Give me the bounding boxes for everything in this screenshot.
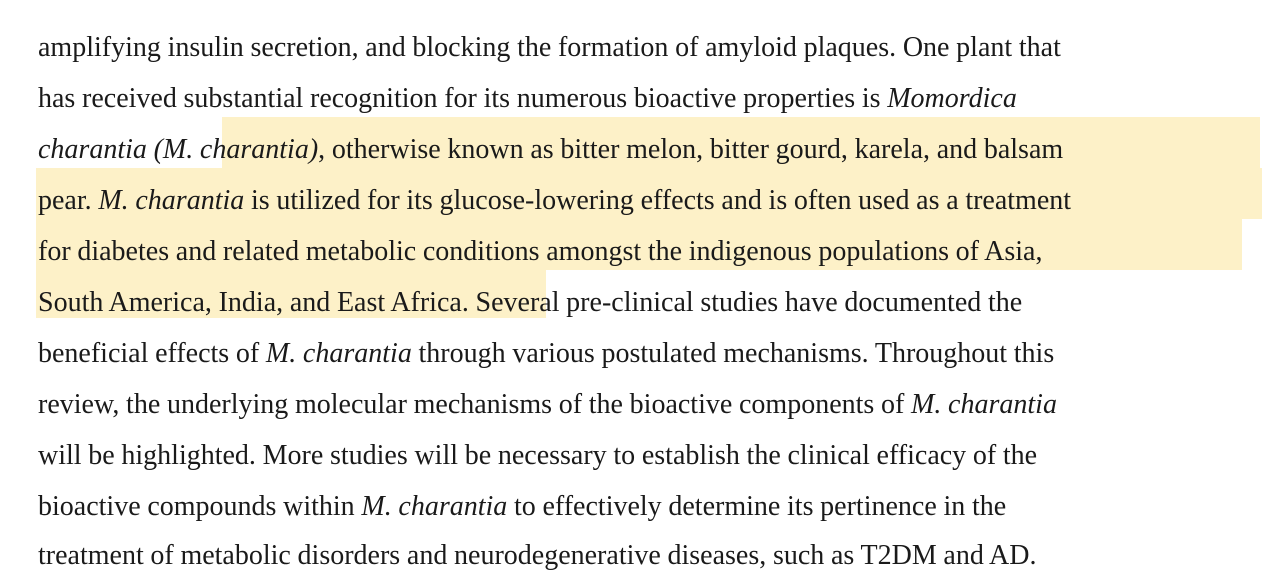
text-run: bioactive compounds within [38, 491, 362, 522]
italic-species-name: M. charantia [361, 491, 508, 522]
highlighted-text: is utilized for its glucose-lowering effects and is often used as a treatment [244, 185, 1072, 216]
text-run: treatment of metabolic disorders and neurodegenerative diseases, such as T2DM and AD. [38, 540, 1037, 571]
highlighted-italic-text: M. charantia [98, 185, 245, 216]
paragraph-line [38, 183, 1071, 219]
highlighted-text: pear. [38, 185, 99, 216]
paragraph-line [38, 30, 1061, 66]
text-run: review, the underlying molecular mechanisms of the bioactive components of [38, 389, 912, 420]
text-run: Several pre-clinical studies have documented the [468, 287, 1023, 318]
text-run: will be highlighted. More studies will be necessary to establish the clinical efficacy of the [38, 440, 1038, 471]
paragraph-line [38, 438, 1037, 474]
text-run: has received substantial recognition for its numerous bioactive properties is [38, 83, 888, 114]
paragraph-line [38, 387, 1057, 423]
italic-species-name: M. charantia [911, 389, 1057, 420]
text-run: through various postulated mechanisms. Throughout this [411, 338, 1055, 369]
paragraph-line [38, 132, 1063, 168]
paragraph-line [38, 336, 1054, 372]
text-run: amplifying insulin secretion, and blocking the formation of amyloid plaques. One plant that [38, 32, 1061, 63]
italic-species-name: Momordica [887, 83, 1017, 114]
highlighted-text: South America, India, and East Africa. [38, 287, 469, 318]
highlighted-italic-text: harantia) [212, 134, 319, 165]
paragraph-line [38, 285, 1022, 321]
text-run: to effectively determine its pertinence in the [507, 491, 1007, 522]
italic-species-name: charantia (M. c [38, 134, 213, 165]
paragraph-line [38, 489, 1006, 525]
paragraph-line [38, 81, 1017, 117]
highlighted-text: for diabetes and related metabolic conditions amongst the indigenous populations of Asia, [38, 236, 1043, 267]
paragraph-line [38, 538, 1036, 574]
text-run: beneficial effects of [38, 338, 266, 369]
italic-species-name: M. charantia [265, 338, 412, 369]
paragraph-line [38, 234, 1042, 270]
highlighted-text: , otherwise known as bitter melon, bitter gourd, karela, and balsam [318, 134, 1064, 165]
